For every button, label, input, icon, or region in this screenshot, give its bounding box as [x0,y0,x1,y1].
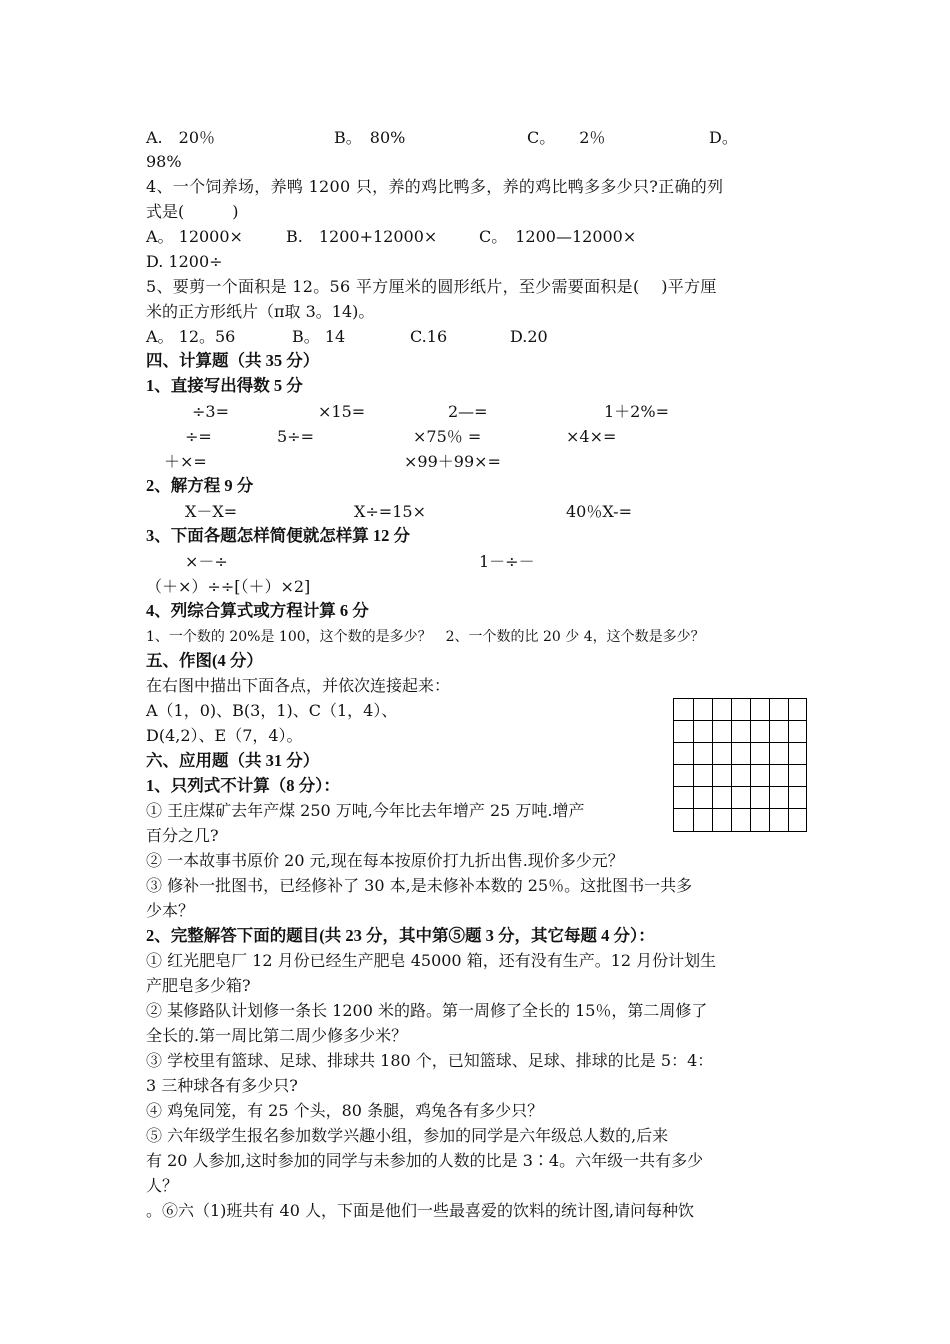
simplify-item: 1－÷－ [479,552,535,571]
q5-option-d: D.20 [510,327,548,346]
mental-math-item: ÷3= [192,402,229,421]
mental-math-item: 2—= [448,402,488,421]
mental-math-item: ÷= [185,427,212,446]
plot-points-line1: A（1，0)、B(3，1)、C（1，4）、 [146,701,398,720]
equation-item: X÷=15× [354,502,426,521]
problem-2-5-line2: 有 20 人参加,这时参加的同学与未参加的人数的比是 3∶4。六年级一共有多少 [146,1151,704,1170]
problem-2-1-line2: 产肥皂多少箱? [146,976,251,995]
problem-1-1-line2: 百分之几? [146,826,219,845]
q5-option-a: A。 12。56 [146,327,236,346]
mental-math-item: ×75％ = [413,427,482,446]
q3-option-a: A. 20％ [146,128,216,147]
q5-stem-line2: 米的正方形纸片（π取 3。14)。 [146,302,375,321]
equation-item: 40％X-= [566,502,632,521]
simplify-item: （＋×）÷÷[（＋）×2] [146,577,311,596]
plot-points-line2: D(4,2）、E（7，4）。 [146,726,303,745]
section-6-1-title: 1、只列式不计算（8 分）： [146,776,340,795]
grid-line [750,699,751,831]
problem-1-1-line1: ① 王庄煤矿去年产煤 250 万吨,今年比去年增产 25 万吨.增产 [146,801,585,820]
grid-line [674,742,806,743]
q3-option-d: D。 [709,128,738,147]
simplify-item: ×－÷ [185,552,228,571]
section-6-title: 六、应用题（共 31 分） [146,751,320,770]
problem-2-3-line2: 3 三种球各有多少只? [146,1076,298,1095]
grid-line [693,699,694,831]
q4-option-b: B. 1200+12000× [286,227,438,246]
q3-option-d-value: 98% [146,152,182,171]
grid-line [769,699,770,831]
q4-stem-line2: 式是( ) [146,202,239,221]
q5-option-c: C.16 [410,327,448,346]
coordinate-grid[interactable] [673,698,807,832]
word-equation-items: 1、一个数的 20%是 100，这个数的是多少？ 2、一个数的比 20 少 4，这个数是多少？ [146,629,705,645]
mental-math-item: 5÷= [277,427,314,446]
mental-math-item: ×99＋99×= [404,452,501,471]
problem-2-4: ④ 鸡兔同笼，有 25 个头，80 条腿，鸡兔各有多少只？ [146,1101,544,1120]
mental-math-item: ×15= [318,402,366,421]
mental-math-item: ＋×= [164,452,207,471]
section-4-title: 四、计算题（共 35 分） [146,351,320,370]
problem-1-3-line2: 少本？ [146,901,195,920]
plot-instruction: 在右图中描出下面各点，并依次连接起来： [146,676,451,695]
section-4-3-title: 3、下面各题怎样简便就怎样算 12 分 [146,526,410,545]
problem-2-6-line1: 。⑥六（1)班共有 40 人，下面是他们一些最喜爱的饮料的统计图,请问每种饮 [146,1201,695,1220]
section-4-2-title: 2、解方程 9 分 [146,476,254,495]
grid-line [674,808,806,809]
mental-math-item: 1＋2%= [604,402,669,421]
section-6-2-title: 2、完整解答下面的题目(共 23 分，其中第⑤题 3 分，其它每题 4 分）： [146,926,655,945]
problem-2-3-line1: ③ 学校里有篮球、足球、排球共 180 个，已知篮球、足球、排球的比是 5：4： [146,1051,714,1070]
q5-option-b: B。 14 [292,327,346,346]
q3-option-b: B。 80% [334,128,406,147]
q5-stem-line1: 5、要剪一个面积是 12。56 平方厘米的圆形纸片，至少需要面积是( )平方厘 [146,277,717,296]
grid-line [674,720,806,721]
mental-math-item: ×4×= [566,427,617,446]
problem-2-1-line1: ① 红光肥皂厂 12 月份已经生产肥皂 45000 箱，还有没有生产。12 月份计划生 [146,951,717,970]
problem-2-5-line1: ⑤ 六年级学生报名参加数学兴趣小组，参加的同学是六年级总人数的,后来 [146,1126,669,1145]
equation-item: X－X= [185,502,238,521]
q4-option-a: A。 12000× [146,227,243,246]
section-4-1-title: 1、直接写出得数 5 分 [146,376,303,395]
q4-option-c: C。 1200—12000× [479,227,637,246]
problem-1-2: ② 一本故事书原价 20 元,现在每本按原价打九折出售.现价多少元？ [146,851,624,870]
grid-line [674,764,806,765]
problem-1-3-line1: ③ 修补一批图书，已经修补了 30 本,是未修补本数的 25％。这批图书一共多 [146,876,693,895]
q4-stem-line1: 4、一个饲养场，养鸭 1200 只，养的鸡比鸭多，养的鸡比鸭多多少只?正确的列 [146,177,724,196]
grid-line [674,786,806,787]
problem-2-5-line3: 人？ [146,1176,179,1195]
grid-line [731,699,732,831]
q4-option-d: D. 1200÷ [146,252,223,271]
grid-line [788,699,789,831]
section-4-4-title: 4、列综合算式或方程计算 6 分 [146,601,369,620]
problem-2-2-line1: ② 某修路队计划修一条长 1200 米的路。第一周修了全长的 15％，第二周修了 [146,1001,708,1020]
problem-2-2-line2: 全长的.第一周比第二周少修多少米？ [146,1026,408,1045]
grid-line [712,699,713,831]
q3-option-c: C。 2％ [527,128,606,147]
section-5-title: 五、作图(4 分） [146,651,263,670]
